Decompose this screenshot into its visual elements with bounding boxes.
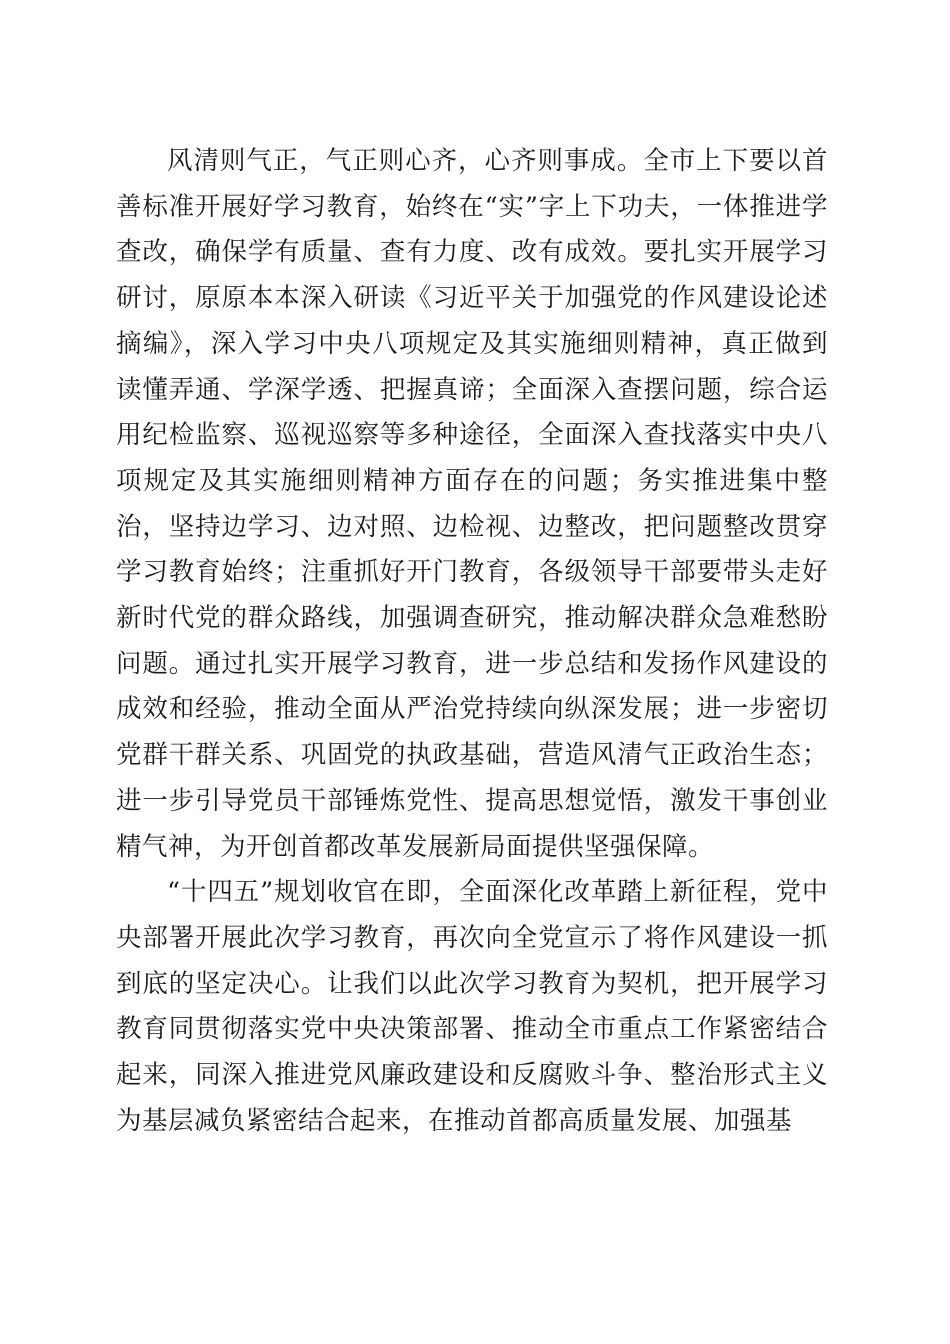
paragraph-2: “十四五”规划收官在即，全面深化改革踏上新征程，党中央部署开展此次学习教育，再次向全党宣示了将作风建设一抓到底的坚定决心。让我们以此次学习教育为契机，把开展学习教育同贯彻落实党中央决策部署、推动全市重点工作紧密结合起来，同深入推进党风廉政建设和反腐败斗争、整治形式主义为基层减负紧密结合起来，在推动首都高质量发展、加强基 xyxy=(116,877,828,1136)
document-body xyxy=(116,139,828,1144)
paragraph-1: 风清则气正，气正则心齐，心齐则事成。全市上下要以首善标准开展好学习教育，始终在“实”字上下功夫，一体推进学查改，确保学有质量、查有力度、改有成效。要扎实开展学习研讨，原原本本深入研读《习近平关于加强党的作风建设论述摘编》，深入学习中央八项规定及其实施细则精神，真正做到读懂弄通、学深学透、把握真谛；全面深入查摆问题，综合运用纪检监察、巡视巡察等多种途径，全面深入查找落实中央八项规定及其实施细则精神方面存在的问题；务实推进集中整治，坚持边学习、边对照、边检视、边整改，把问题整改贯穿学习教育始终；注重抓好开门教育，各级领导干部要带头走好新时代党的群众路线，加强调查研究，推动解决群众急难愁盼问题。通过扎实开展学习教育，进一步总结和发扬作风建设的成效和经验，推动全面从严治党持续向纵深发展；进一步密切党群干群关系、巩固党的执政基础，营造风清气正政治生态；进一步引导党员干部锤炼党性、提高思想觉悟，激发干事创业精气神，为开创首都改革发展新局面提供坚强保障。 xyxy=(116,146,828,862)
